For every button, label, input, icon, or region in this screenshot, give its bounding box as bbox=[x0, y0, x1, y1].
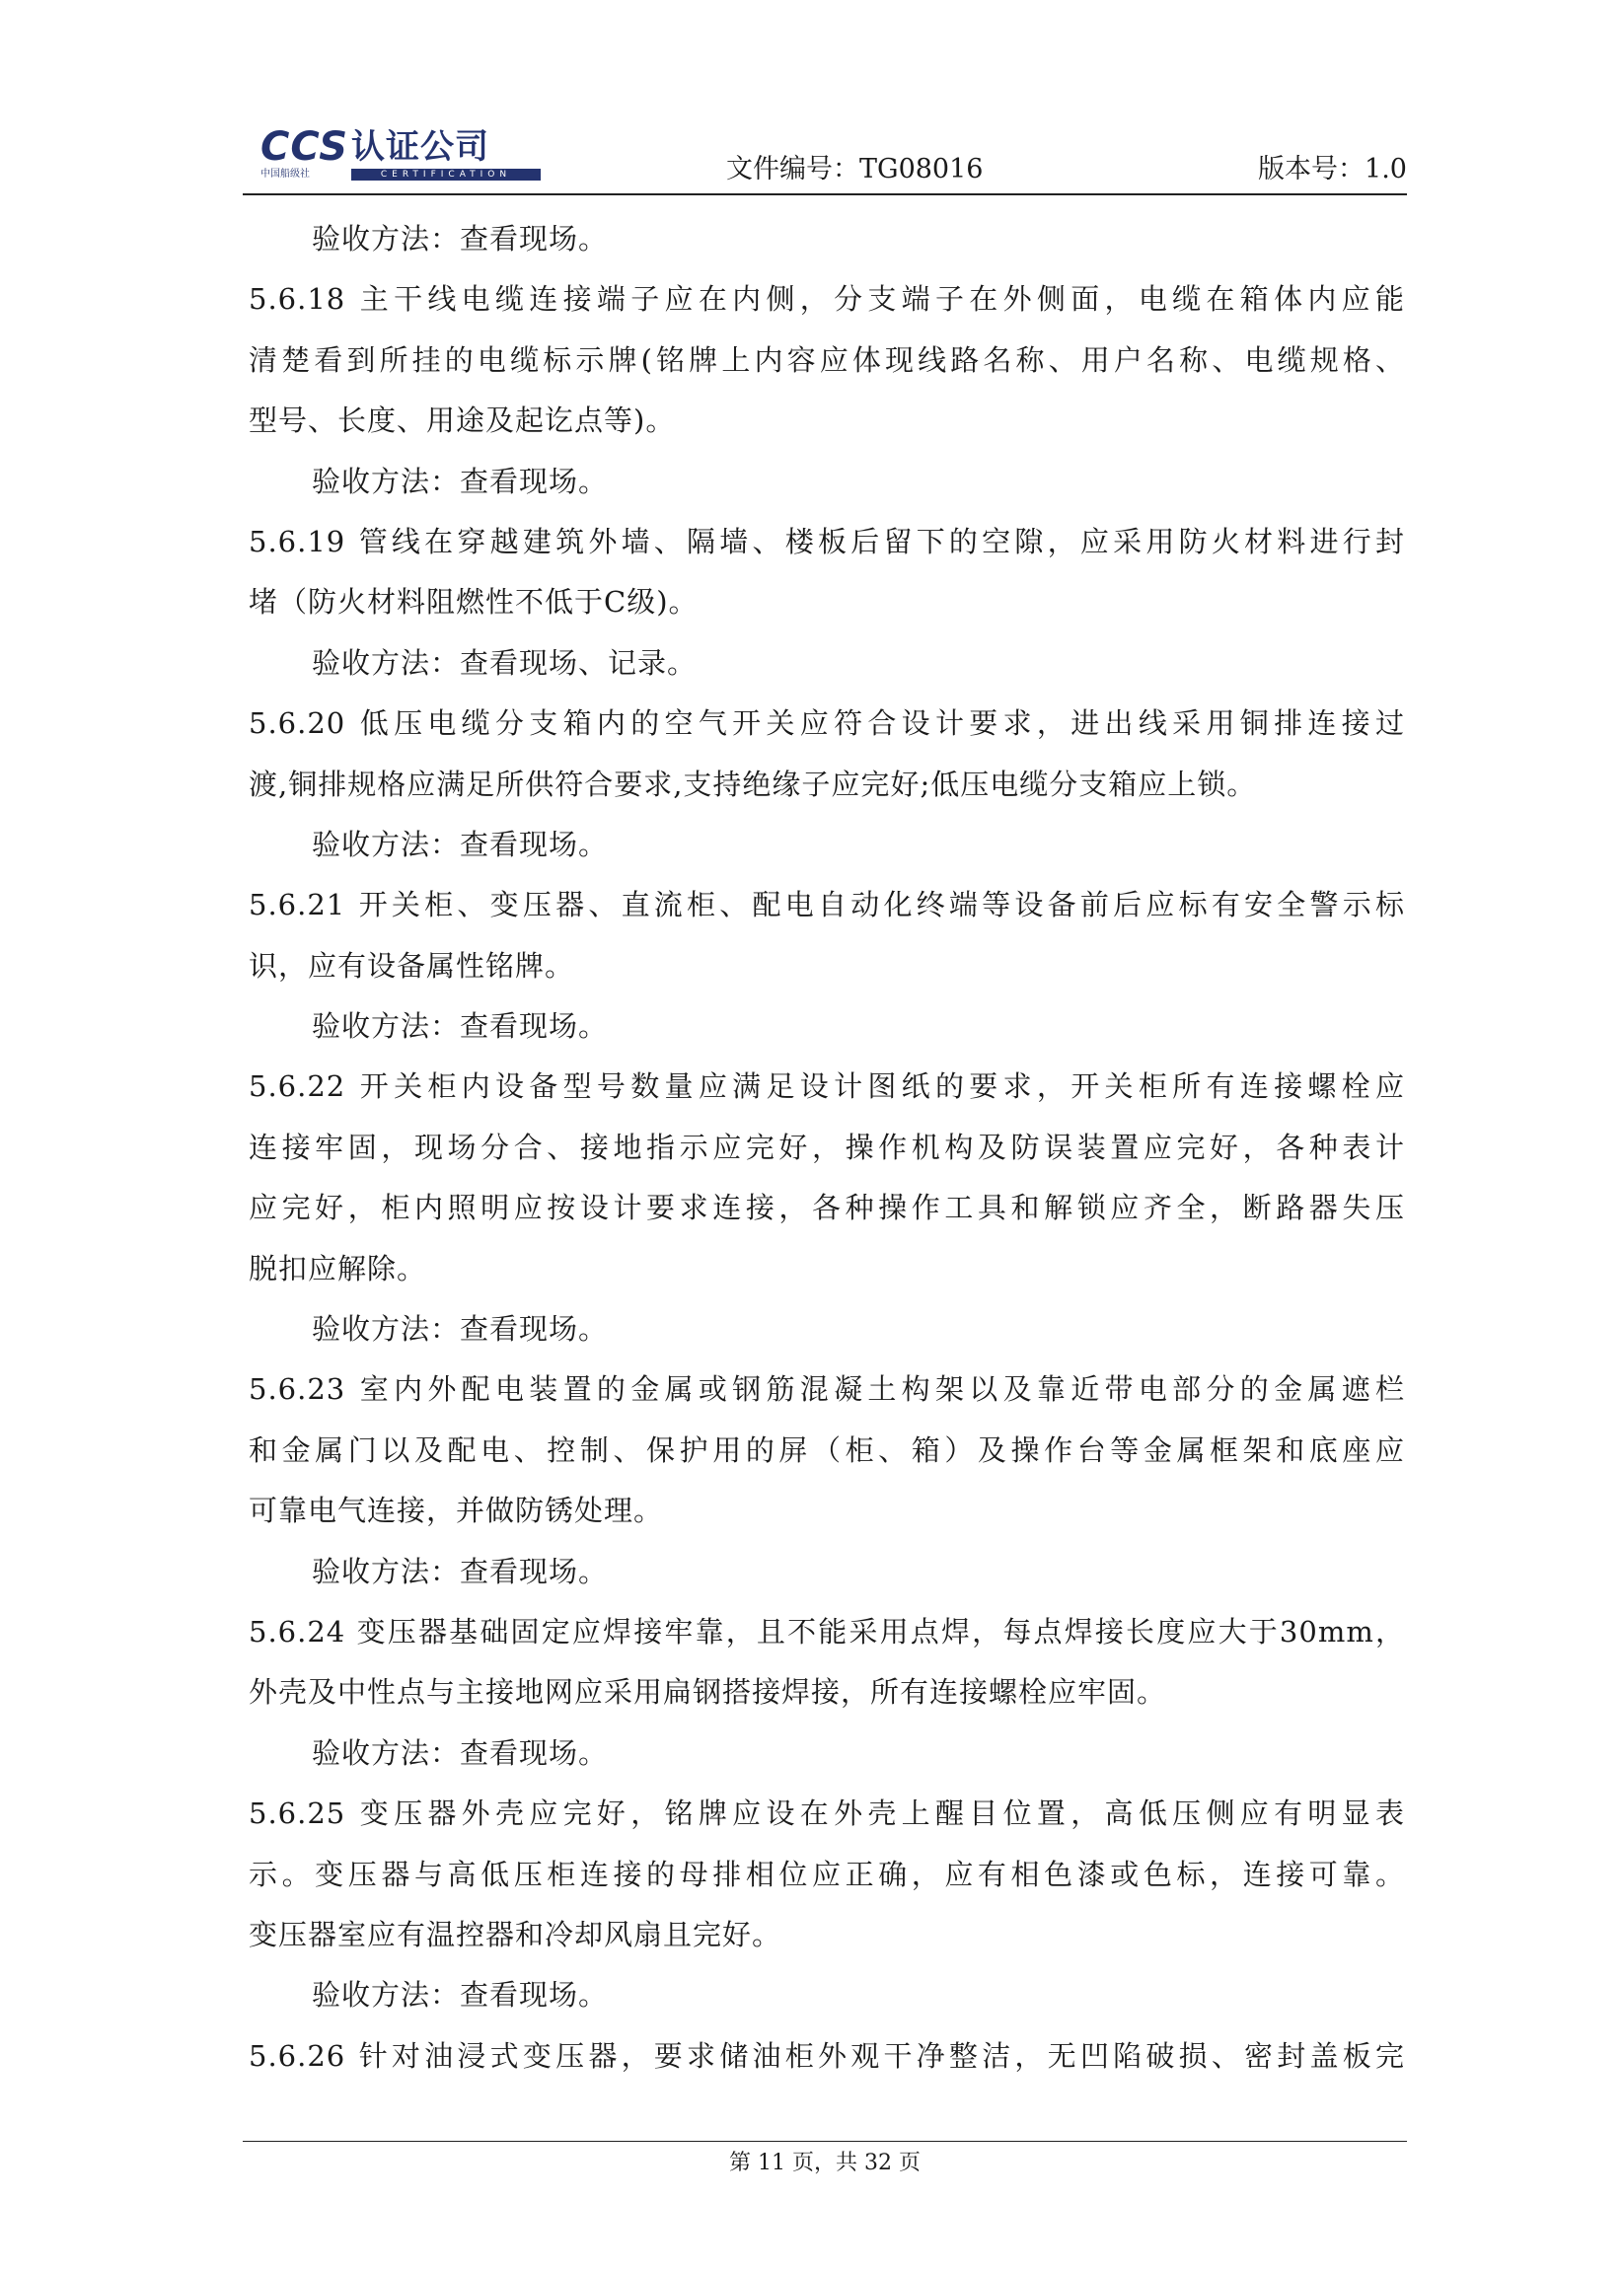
acceptance-method-line: 验收方法：查看现场。 bbox=[312, 1978, 609, 2013]
paragraph-line: 堵（防火材料阻燃性不低于C级)。 bbox=[249, 585, 699, 620]
paragraph-line: 可靠电气连接，并做防锈处理。 bbox=[249, 1494, 664, 1528]
paragraph-line: 示。变压器与高低压柜连接的母排相位应正确，应有相色漆或色标，连接可靠。 bbox=[249, 1857, 1405, 1891]
paragraph-line: 5.6.26 针对油浸式变压器，要求储油柜外观干净整洁，无凹陷破损、密封盖板完 bbox=[249, 2038, 1405, 2073]
paragraph-line: 5.6.18 主干线电缆连接端子应在内侧，分支端子在外侧面，电缆在箱体内应能 bbox=[249, 282, 1405, 317]
paragraph-line: 外壳及中性点与主接地网应采用扁钢搭接焊接，所有连接螺栓应牢固。 bbox=[249, 1675, 1167, 1710]
paragraph-line: 清楚看到所挂的电缆标示牌(铭牌上内容应体现线路名称、用户名称、电缆规格、 bbox=[249, 342, 1405, 377]
paragraph-line: 5.6.22 开关柜内设备型号数量应满足设计图纸的要求，开关柜所有连接螺栓应 bbox=[249, 1069, 1405, 1104]
logo-company-name: 认证公司 bbox=[351, 127, 489, 167]
page-header bbox=[243, 118, 1407, 191]
version-number: 版本号：1.0 bbox=[1258, 154, 1407, 184]
logo-subtitle-cn: 中国船级社 bbox=[260, 169, 310, 180]
paragraph-line: 5.6.20 低压电缆分支箱内的空气开关应符合设计要求，进出线采用铜排连接过 bbox=[249, 706, 1405, 741]
document-body bbox=[249, 209, 1405, 2087]
paragraph-line: 变压器室应有温控器和冷却风扇且完好。 bbox=[249, 1917, 782, 1951]
page-number: 第 11 页，共 32 页 bbox=[729, 2151, 921, 2175]
paragraph-line: 连接牢固，现场分合、接地指示应完好，操作机构及防误装置应完好，各种表计 bbox=[249, 1130, 1405, 1164]
acceptance-method-line: 验收方法：查看现场。 bbox=[312, 1009, 609, 1044]
paragraph-line: 和金属门以及配电、控制、保护用的屏（柜、箱）及操作台等金属框架和底座应 bbox=[249, 1432, 1405, 1467]
logo-ccs-text: CCS bbox=[260, 124, 349, 170]
header-divider bbox=[243, 193, 1407, 195]
acceptance-method-line: 验收方法：查看现场。 bbox=[312, 1554, 609, 1588]
paragraph-line: 识，应有设备属性铭牌。 bbox=[249, 948, 575, 983]
acceptance-method-line: 验收方法：查看现场。 bbox=[312, 1312, 609, 1347]
logo-subtitle-en: CERTIFICATION bbox=[380, 170, 512, 180]
footer-divider bbox=[243, 2141, 1407, 2142]
paragraph-line: 5.6.23 室内外配电装置的金属或钢筋混凝土构架以及靠近带电部分的金属遮栏 bbox=[249, 1372, 1405, 1407]
ccs-certification-logo bbox=[260, 124, 616, 180]
document-number: 文件编号：TG08016 bbox=[726, 154, 984, 184]
acceptance-method-line: 验收方法：查看现场。 bbox=[312, 464, 609, 498]
paragraph-line: 5.6.25 变压器外壳应完好，铭牌应设在外壳上醒目位置，高低压侧应有明显表 bbox=[249, 1796, 1405, 1831]
acceptance-method-line: 验收方法：查看现场。 bbox=[312, 827, 609, 861]
paragraph-line: 5.6.19 管线在穿越建筑外墙、隔墙、楼板后留下的空隙，应采用防火材料进行封 bbox=[249, 524, 1405, 558]
paragraph-line: 5.6.24 变压器基础固定应焊接牢靠，且不能采用点焊，每点焊接长度应大于30mm， bbox=[249, 1614, 1405, 1649]
paragraph-line: 渡,铜排规格应满足所供符合要求,支持绝缘子应完好;低压电缆分支箱应上锁。 bbox=[249, 767, 1257, 801]
acceptance-method-line: 验收方法：查看现场。 bbox=[312, 1735, 609, 1770]
paragraph-line: 型号、长度、用途及起讫点等)。 bbox=[249, 403, 676, 438]
paragraph-line: 5.6.21 开关柜、变压器、直流柜、配电自动化终端等设备前后应标有安全警示标 bbox=[249, 888, 1405, 922]
acceptance-method-line: 验收方法：查看现场。 bbox=[312, 222, 609, 256]
paragraph-line: 应完好，柜内照明应按设计要求连接，各种操作工具和解锁应齐全，断路器失压 bbox=[249, 1191, 1405, 1225]
paragraph-line: 脱扣应解除。 bbox=[249, 1251, 427, 1285]
acceptance-method-line: 验收方法：查看现场、记录。 bbox=[312, 645, 698, 680]
